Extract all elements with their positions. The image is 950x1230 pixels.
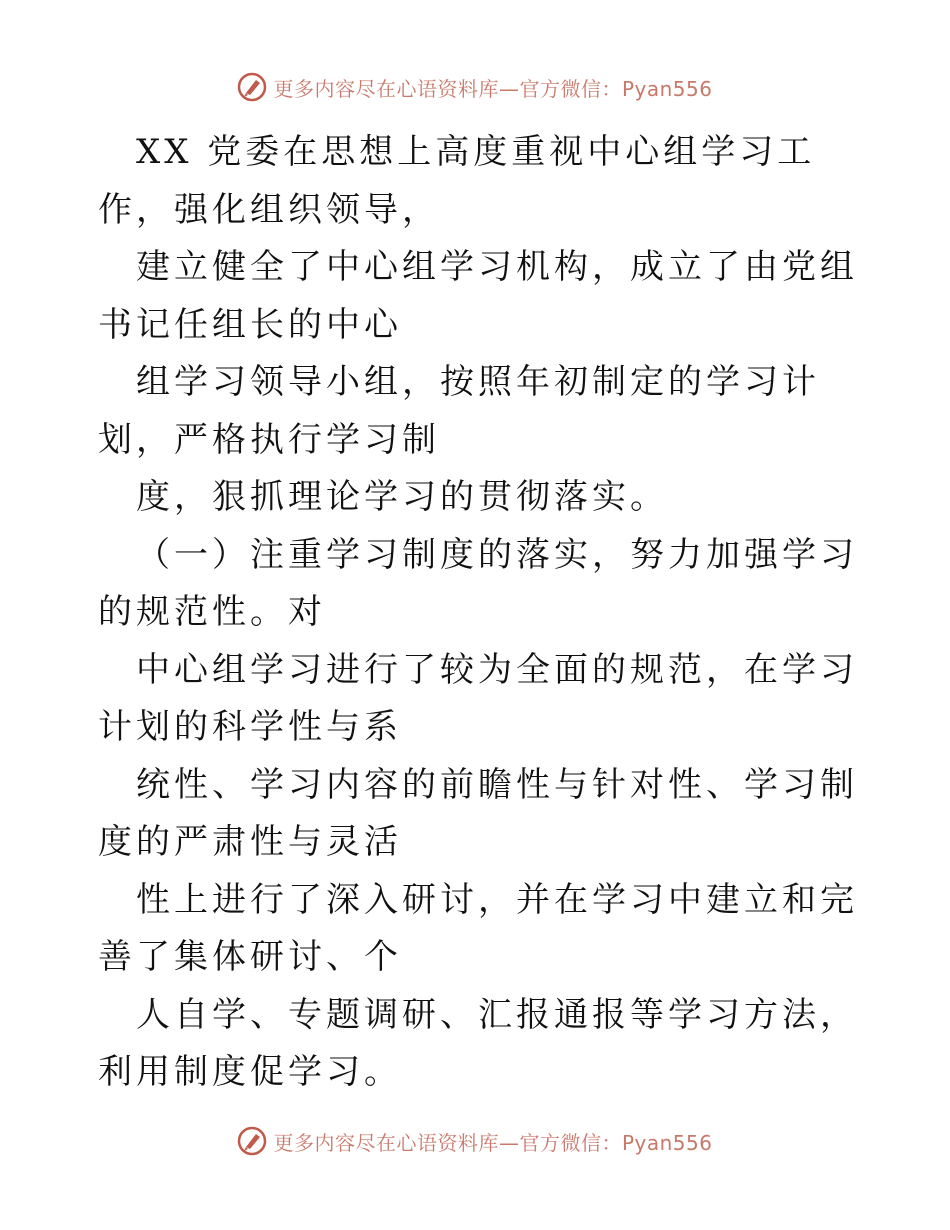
paragraph: （一）注重学习制度的落实，努力加强学习的规范性。对 bbox=[98, 534, 858, 632]
watermark-text: 更多内容尽在心语资料库—官方微信：Pyan556 bbox=[273, 1130, 713, 1155]
paragraph: XX 党委在思想上高度重视中心组学习工作，强化组织领导， bbox=[98, 132, 816, 230]
paragraph: 人自学、专题调研、汇报通报等学习方法，利用制度促学习。 bbox=[98, 994, 858, 1092]
pen-nib-logo-icon bbox=[237, 1126, 267, 1156]
document-body bbox=[98, 124, 858, 1102]
paragraph: 性上进行了深入研讨，并在学习中建立和完善了集体研讨、个 bbox=[98, 879, 858, 977]
watermark-text: 更多内容尽在心语资料库—官方微信：Pyan556 bbox=[273, 76, 713, 101]
header-watermark bbox=[0, 72, 950, 102]
paragraph: 中心组学习进行了较为全面的规范，在学习计划的科学性与系 bbox=[98, 649, 858, 747]
paragraph: 统性、学习内容的前瞻性与针对性、学习制度的严肃性与灵活 bbox=[98, 764, 858, 862]
paragraph: 组学习领导小组，按照年初制定的学习计划，严格执行学习制 bbox=[98, 362, 820, 460]
footer-watermark bbox=[0, 1126, 950, 1156]
pen-nib-logo-icon bbox=[237, 72, 267, 102]
paragraph: 度，狠抓理论学习的贯彻落实。 bbox=[136, 477, 668, 517]
paragraph: 建立健全了中心组学习机构，成立了由党组书记任组长的中心 bbox=[98, 247, 858, 345]
